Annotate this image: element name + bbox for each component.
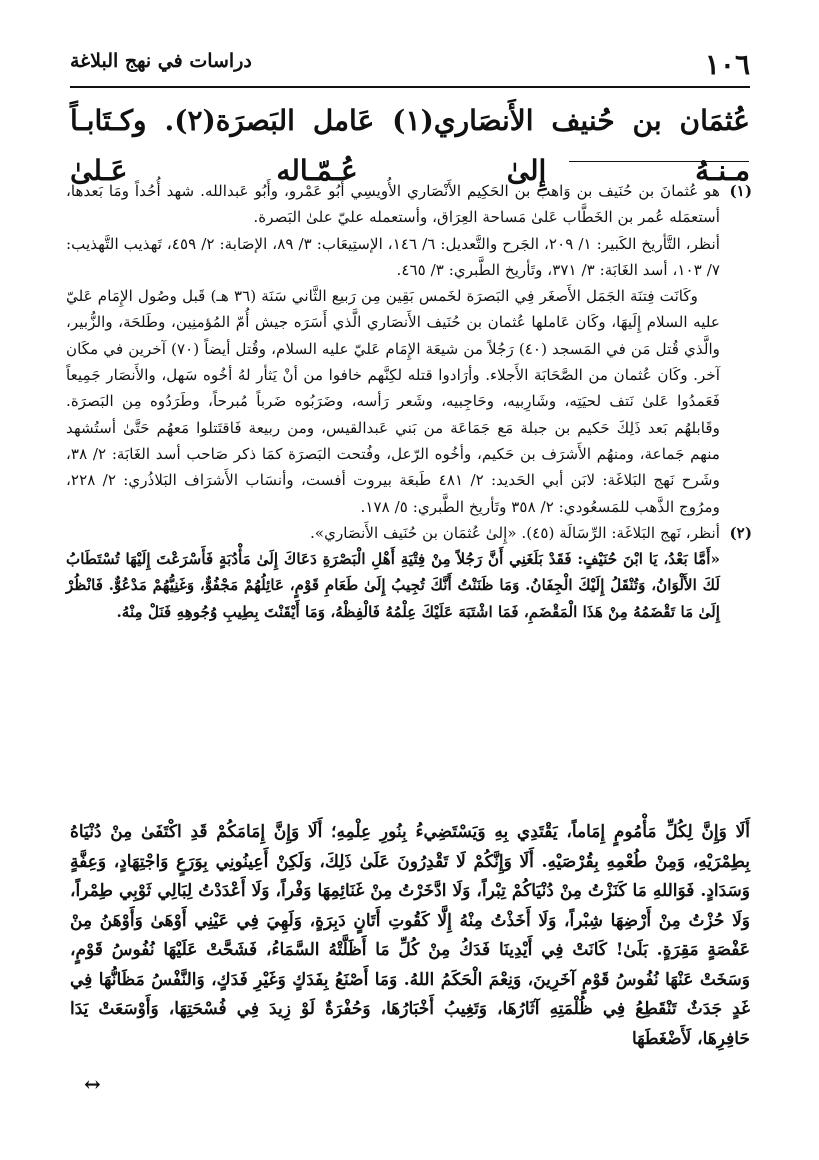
footnote-paragraph: أنظر، نَهج البَلاغَة: الرِّسَالَة (٤٥). «إِلىٰ عُثمَان بن حُنَيف الأَنصَاري». (309, 523, 720, 542)
footnote-separator (569, 161, 749, 162)
page-header (70, 44, 750, 88)
footnote-number: (١) (729, 182, 752, 200)
continuation-mark: ↔ (84, 1072, 101, 1096)
footnote-body (66, 178, 720, 520)
footnotes (66, 178, 752, 625)
footnote-paragraph: هو عُثمانَ بن حُنَيف بن وَاهب بن الحَكِيم الأَنْصَاري الأُويسِي أَبُو عَمْرو، وأَبُو عَبدالله. شهد أُحُداً ومَا بَعدها، أستعمَله عُمر بن الخَطَّاب عَلىٰ مَساحة العِرَاق، وأستعمله عليّ علىٰ البَصرة. (66, 182, 720, 227)
header-rule (70, 86, 750, 88)
footnote-number: (٢) (729, 523, 752, 542)
letter-paragraph: أَلَا وَإِنَّ لِكُلِّ مَأْمُومٍ إِمَاماً، يَقْتَدِي بِهِ وَيَسْتَضِيءُ بِنُورِ عِلْمِهِ؛ أَلَا وَإِنَّ إِمَامَكُمْ قَدِ اكْتَفَىٰ مِنْ دُنْيَاهُ بِطِمْرَيْهِ، وَمِنْ طُعْمِهِ بِقُرْصَيْهِ. أَلَا وَإِنَّكُمْ لَا تَقْدِرُونَ عَلَىٰ ذَلِكَ، وَلَكِنْ أَعِينُونِي بِوَرَعٍ وَاجْتِهَادٍ، وَعِفَّةٍ وَسَدَادٍ. فَوَاللهِ مَا كَنَزْتُ مِنْ دُنْيَاكُمْ تِبْراً، وَلَا ادَّخَرْتُ مِنْ غَنَائِمِهَا وَفْراً، وَلَا أَعْدَدْتُ لِبَالِي ثَوْبِي طِمْراً، وَلَا حُزْتُ مِنْ أَرْضِهَا شِبْراً، وَلَا أَخَذْتُ مِنْهُ إِلَّا كَقُوتِ أَتَانٍ دَبِرَةٍ، وَلَهِيَ فِي عَيْنِي أَوْهَىٰ وَأَوْهَنُ مِنْ عَفْصَةٍ مَقِرَةٍ. بَلَىٰ! كَانَتْ فِي أَيْدِينَا فَدَكُ مِنْ كُلِّ مَا أَظَلَّتْهُ السَّمَاءُ، فَشَحَّتْ عَلَيْهَا نُفُوسُ قَوْمٍ، وَسَخَتْ عَنْهَا نُفُوسُ قَوْمٍ آخَرِينَ، وَنِعْمَ الْحَكَمُ اللهُ. وَمَا أَصْنَعُ بِفَدَكٍ وَغَيْرِ فَدَكٍ، وَالنَّفْسُ مَظَانُّهَا فِي غَدٍ جَدَثٌ تَنْقَطِعُ فِي ظُلْمَتِهِ آثَارُهَا، وَتَغِيبُ أَخْبَارُهَا، وَحُفْرَةٌ لَوْ زِيدَ فِي فُسْحَتِهَا، وَأَوْسَعَتْ يَدَا حَافِرِهَا، لَأَضْغَطَهَا (70, 822, 751, 1049)
footnote-1 (66, 178, 752, 520)
footnote-2 (66, 520, 752, 625)
running-title: دراسات في نهج البلاغة (70, 50, 252, 72)
footnote-quote: «أَمَّا بَعْدُ، يَا ابْنَ حُنَيْفٍ: فَقَدْ بَلَغَنِي أَنَّ رَجُلاً مِنْ فِتْيَةِ أَهْلِ الْبَصْرَةِ دَعَاكَ إِلَىٰ مَأْدُبَةٍ فَأَسْرَعْتَ إِلَيْهَا تُسْتَطَابُ لَكَ الأَلْوَانُ، وَتُنْقَلُ إِلَيْكَ الْجِفَانُ. وَمَا ظَنَنْتُ أَنَّكَ تُجِيبُ إِلَىٰ طَعَامِ قَوْمٍ، عَائِلُهُمْ مَجْفُوٌّ، وَغَنِيُّهُمْ مَدْعُوٌّ. فَانْظُرْ إِلَىٰ مَا تَقْضَمُهُ مِنْ هَذَا الْمَقْضَمِ، فَمَا اشْتَبَهَ عَلَيْكَ عِلْمُهُ فَالْفِظْهُ، وَمَا أَيْقَنْتَ بِطِيبِ وُجُوهِهِ فَنَلْ مِنْهُ. (66, 550, 720, 621)
footnote-body (66, 520, 720, 625)
quoted-letter-text (70, 818, 750, 1054)
footnote-references: أنظر، التَّأريخ الكَبير: ١/ ٢٠٩، الجَرح والتَّعديل: ٦/ ١٤٦، الإستِيعَاب: ٣/ ٨٩، الإصَابة: ٢/ ٤٥٩، تَهذيب التَّهذيب: ٧/ ١٠٣، أسد الغَابَة: ٣/ ٣٧١، وتَأريخ الطَّبري: ٣/ ٤٦٥. (66, 234, 720, 279)
main-text-line: عُثمَان بن حُنيف الأَنصَاري(١) عَامل البَصرَة(٢). وكـتَابـاً مـنـهُ إِلىٰ عُـمّـاله عَـلىٰ (70, 104, 750, 187)
page-number: ١٠٦ (704, 48, 750, 81)
footnote-paragraph: وكَانَت فِتنَة الجَمَل الأَصغَر فِي البَصرَة لخَمس بَقِين مِن رَبيع الثَّاني سَنَة (٣٦ هـ) قَبل وصُول الإِمَام عَليّ عليه السلام إِلَيهَا، وكَان عَاملها عُثمان بن حُنَيف الأَنصَاري الَّذي أَسَرَه جيش أُمّ المُؤمنِين، وطَلحَة، والزُّبير، والَّذي قُتل مَن في المَسجد (٤٠) رَجُلاً من شيعَة الإِمَام عَليّ عليه السلام، وقُتل أيضاً (٧٠) آخرين في مكَان آخر. وكَان عُثمان من الصَّحَابَة الأَجلاء. وأرَادوا قتله لكِنَّهم خافوا من أنْ يَثأر لهُ أخُوه سَهل، والأَنصَار جَمِيعاً فَعَمدُوا عَلىٰ نَتف لحيَتِه، وشَارِبيه، وحَاجِبيه، وشَعر رَأسه، وضَرَبُوه ضَرباً مُبرحاً، وطَرَدُوه مِن البَصرَة. وقَابلهُم بَعد ذَلِكَ حَكيم بن جبلة مَع جَمَاعَة من بَني عَبدالقيس، ومن ربيعة فَاقتَتلوا مَعهُم حَتَّىٰ أستُشهد منهم جَماعة، ومنهُم الأَشرَف بن حَكيم، وأخُوه الرّعل، وفُتحت البَصرَة كمَا ذكر صَاحب أسد الغَابَة: ٢/ ٣٨، وشَرح نَهج البَلاغَة: لابَن أبي الحَديد: ٢/ ٤٨١ طَبعَة بيروت أفست، وأنسَاب الأَشرَاف البَلاذُري: ٢/ ٢٢٨، ومرُوج الذَّهب للمَسعُودي: ٢/ ٣٥٨ وتَأريخ الطَّبري: ٥/ ١٧٨. (66, 287, 721, 516)
